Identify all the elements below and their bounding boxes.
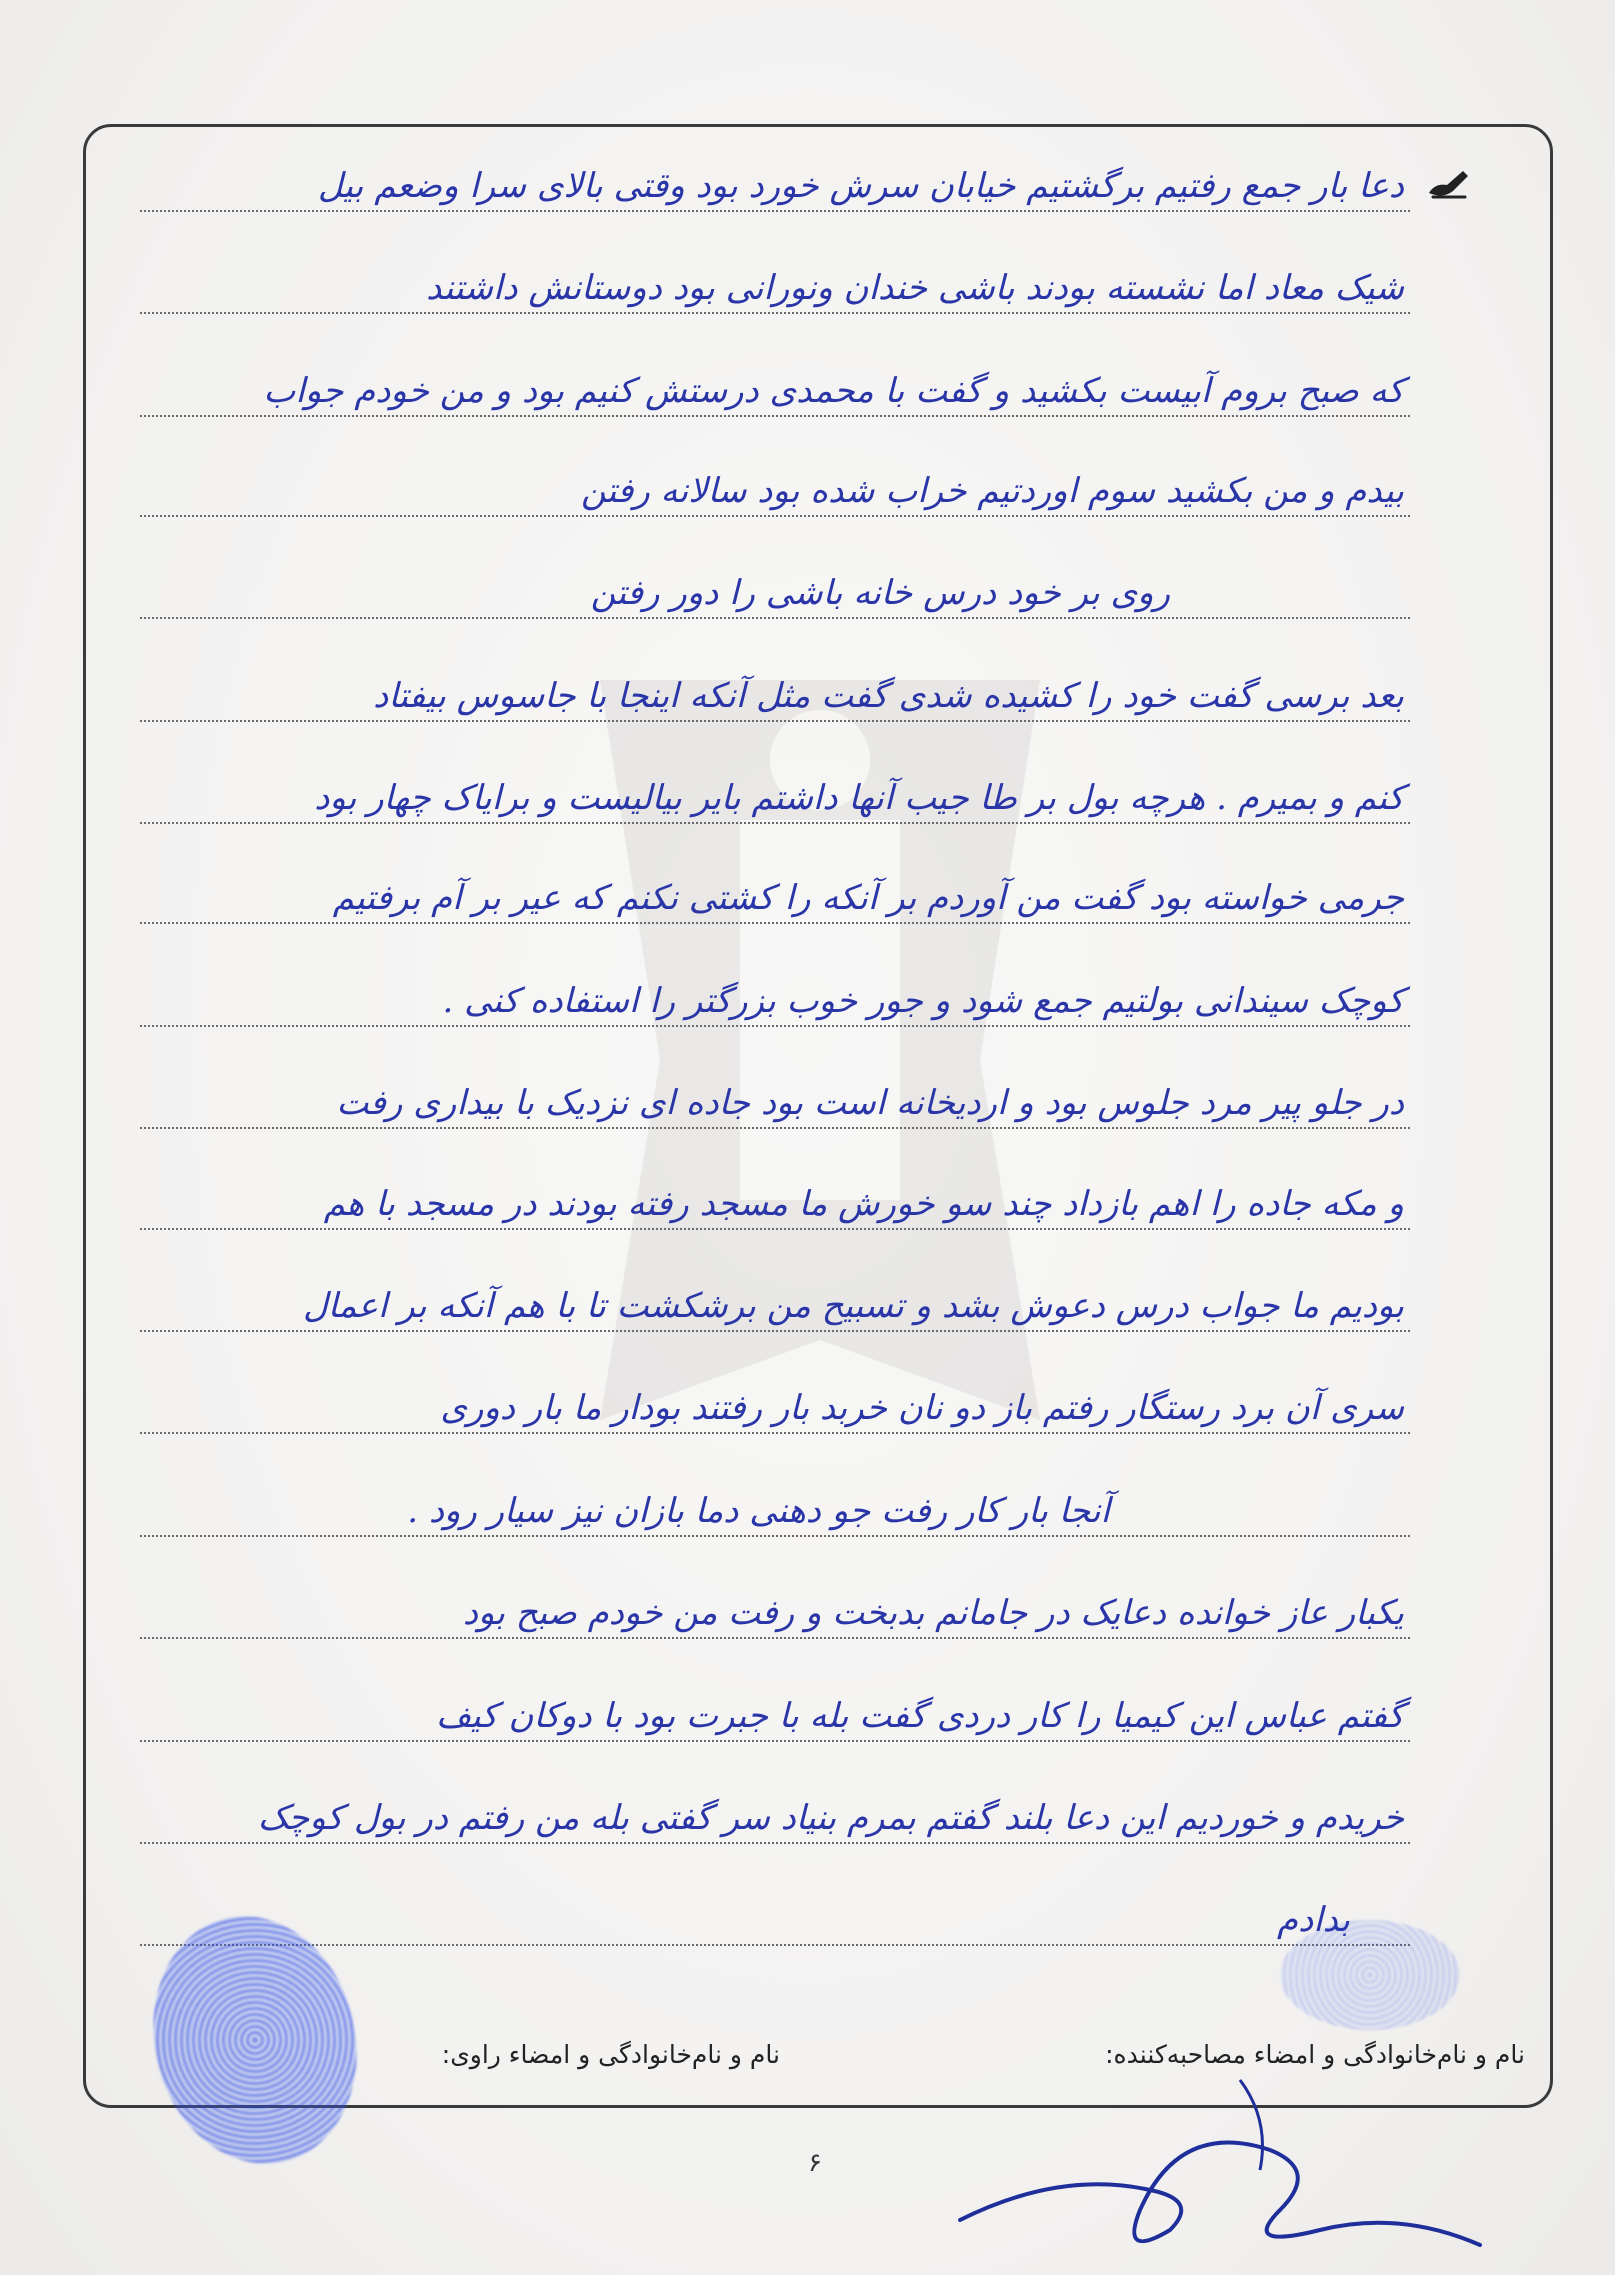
handwritten-line-7: کنم و بمیرم . هرچه بول بر طا جیب آنها داشتم بایر بیالیست و برایاک چهار بود	[314, 778, 1404, 818]
text-line	[140, 166, 1410, 212]
handwritten-line-3: که صبح بروم آبیست بکشید و گفت با محمدی درستش کنیم بود و من خودم جواب	[263, 371, 1404, 411]
handwritten-line-13: سری آن برد رستگار رفتم باز دو نان خربد بار رفتند بودار ما بار دوری	[440, 1388, 1404, 1428]
text-line	[140, 471, 1410, 517]
handwritten-line-14: آنجا بار کار رفت جو دهنی دما بازان نیز سیار رود .	[407, 1491, 1110, 1531]
handwritten-line-2: شیک معاد اما نشسته بودند باشی خندان ونورانی بود دوستانش داشتند	[426, 268, 1404, 308]
fingerprint-mark	[1280, 1920, 1460, 2030]
handwritten-signature	[940, 2060, 1500, 2270]
text-line	[140, 1388, 1410, 1434]
text-line	[140, 1286, 1410, 1332]
text-line	[140, 1491, 1410, 1537]
text-line	[140, 1696, 1410, 1742]
handwritten-line-15: یکبار عاز خوانده دعایک در جامانم بدبخت و رفت من خودم صبح بود	[462, 1593, 1404, 1633]
handwritten-line-4: بیدم و من بکشید سوم اوردتیم خراب شده بود سالانه رفتن	[580, 471, 1404, 511]
page-number: ۶	[808, 2148, 822, 2178]
text-line	[140, 676, 1410, 722]
handwritten-line-11: و مکه جاده را اهم بازداد چند سو خورش ما مسجد رفته بودند در مسجد با هم	[323, 1184, 1404, 1224]
handwritten-line-17: خریدم و خوردیم این دعا بلند گفتم بمرم بنیاد سر گفتی بله من رفتم در بول کوچک	[257, 1798, 1404, 1838]
handwritten-line-12: بودیم ما جواب درس دعوش بشد و تسبیح من برشکشت تا با هم آنکه بر اعمال	[303, 1286, 1404, 1326]
handwritten-line-10: در جلو پیر مرد جلوس بود و اردیخانه است بود جاده ای نزدیک با بیداری رفت	[336, 1083, 1404, 1123]
pen-writing-icon	[1425, 163, 1471, 203]
handwritten-line-18: بدادم	[1277, 1900, 1350, 1940]
interviewer-signature-label: نام و نام‌خانوادگی و امضاء مصاحبه‌کننده:	[1105, 2040, 1525, 2069]
handwritten-line-1: دعا بار جمع رفتیم برگشتیم خیابان سرش خورد بود وقتی بالای سرا وضعم بیل	[317, 166, 1404, 206]
text-line	[140, 1900, 1410, 1946]
text-line	[140, 573, 1410, 619]
handwritten-line-5: روی بر خود درس خانه باشی را دور رفتن	[590, 573, 1170, 613]
text-line	[140, 1083, 1410, 1129]
text-line	[140, 778, 1410, 824]
text-line	[140, 268, 1410, 314]
text-line	[140, 1184, 1410, 1230]
text-line	[140, 1798, 1410, 1844]
handwritten-line-16: گفتم عباس این کیمیا را کار دردی گفت بله با جبرت بود با دوکان کیف	[436, 1696, 1404, 1736]
handwritten-line-8: جرمی خواسته بود گفت من آوردم بر آنکه را کشتی نکنم که عیر بر آم برفتیم	[332, 878, 1404, 918]
text-line	[140, 981, 1410, 1027]
text-line	[140, 878, 1410, 924]
handwritten-line-6: بعد برسی گفت خود را کشیده شدی گفت مثل آنکه اینجا با جاسوس بیفتاد	[373, 676, 1404, 716]
text-line	[140, 1593, 1410, 1639]
handwritten-line-9: کوچک سیندانی بولتیم جمع شود و جور خوب بزرگتر را استفاده کنی .	[442, 981, 1404, 1021]
narrator-signature-label: نام و نام‌خانوادگی و امضاء راوی:	[441, 2040, 780, 2069]
text-line	[140, 371, 1410, 417]
